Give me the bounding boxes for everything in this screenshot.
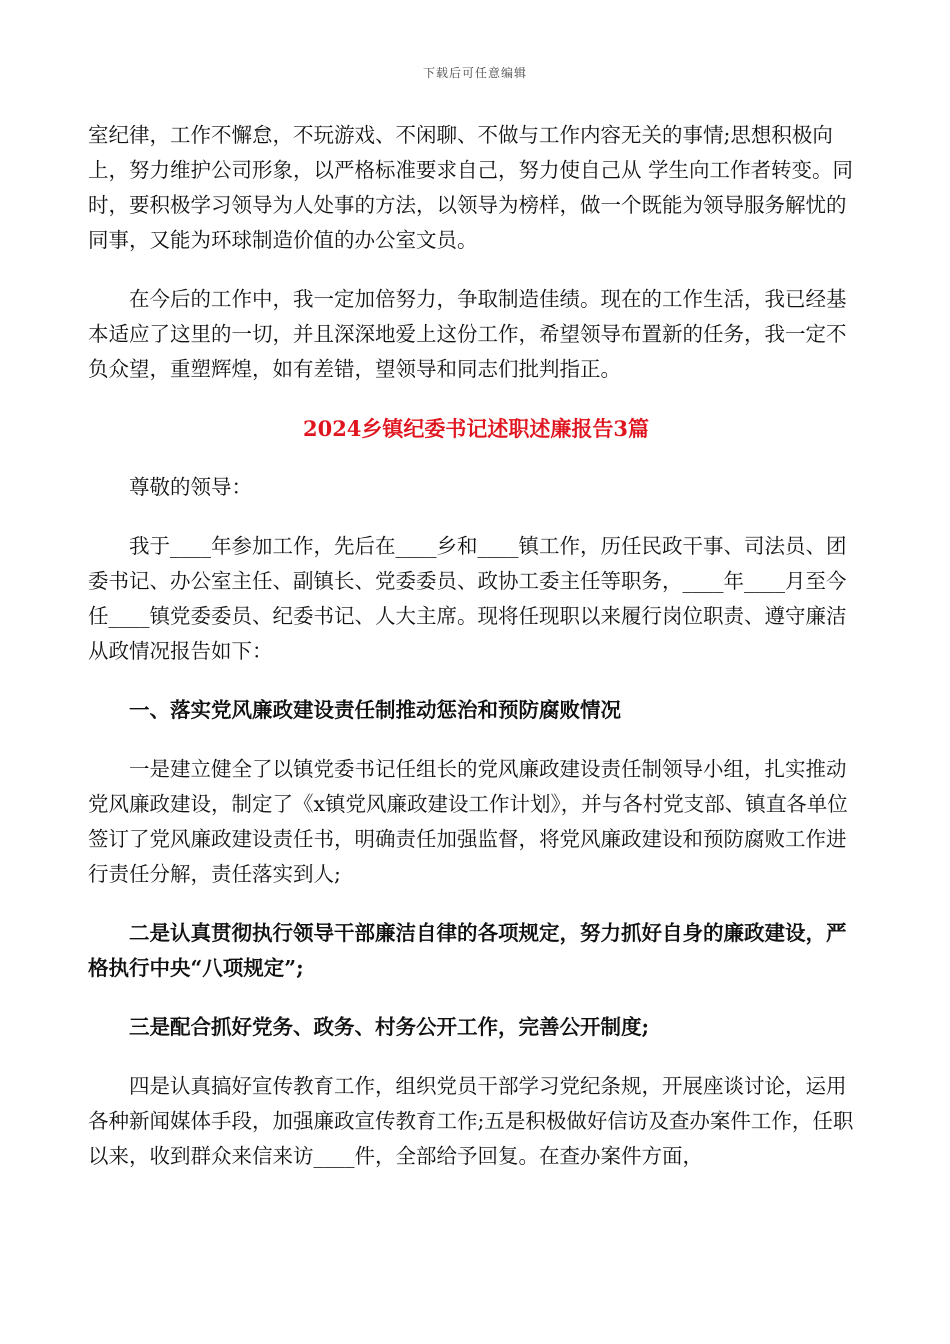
paragraph-point-4: 四是认真搞好宣传教育工作，组织党员干部学习党纪条规，开展座谈讨论，运用各种新闻媒体手段，加强廉政宣传教育工作;五是积极做好信访及查办案件工作，任职以来，收到群众来信来访____件，全部给予回复。在查办案件方面，	[88, 1074, 854, 1168]
paragraph-point-1: 一是建立健全了以镇党委书记任组长的党风廉政建设责任制领导小组，扎实推动党风廉政建设，制定了《x镇党风廉政建设工作计划》，并与各村党支部、镇直各单位签订了党风廉政建设责任书，明确责任加强监督，将党风廉政建设和预防腐败工作进行责任分解，责任落实到人;	[88, 757, 848, 886]
page-header: 下载后可任意编辑	[422, 66, 527, 80]
paragraph-point-3: 三是配合抓好党务、政务、村务公开工作，完善公开制度;	[129, 1015, 650, 1039]
paragraph-discipline: 室纪律，工作不懈怠，不玩游戏、不闲聊、不做与工作内容无关的事情;思想积极向上，努力维护公司形象，以严格标准要求自己，努力使自己从 学生向工作者转变。同时，要积极学习领导为人处事的方法，以领导为榜样，做一个既能为领导服务解忧的同事，又能为环球制造价值的办公室文员。	[88, 123, 854, 252]
greeting: 尊敬的领导：	[129, 475, 252, 499]
section-heading-1: 一、落实党风廉政建设责任制推动惩治和预防腐败情况	[129, 698, 621, 722]
paragraph-point-2: 二是认真贯彻执行领导干部廉洁自律的各项规定，努力抓好自身的廉政建设，严格执行中央“八项规定”;	[88, 921, 847, 980]
paragraph-future-work: 在今后的工作中，我一定加倍努力，争取制造佳绩。现在的工作生活，我已经基本适应了这里的一切，并且深深地爱上这份工作，希望领导布置新的任务，我一定不负众望，重塑辉煌，如有差错，望领导和同志们批判指正。	[88, 287, 847, 381]
report-title: 2024乡镇纪委书记述职述廉报告3篇	[302, 416, 650, 441]
document-body	[88, 118, 864, 1174]
paragraph-career: 我于____年参加工作，先后在____乡和____镇工作，历任民政干事、司法员、团委书记、办公室主任、副镇长、党委委员、政协工委主任等职务，____年____月至今任____镇党委委员、纪委书记、人大主席。现将任现职以来履行岗位职责、遵守廉洁从政情况报告如下：	[88, 534, 847, 663]
